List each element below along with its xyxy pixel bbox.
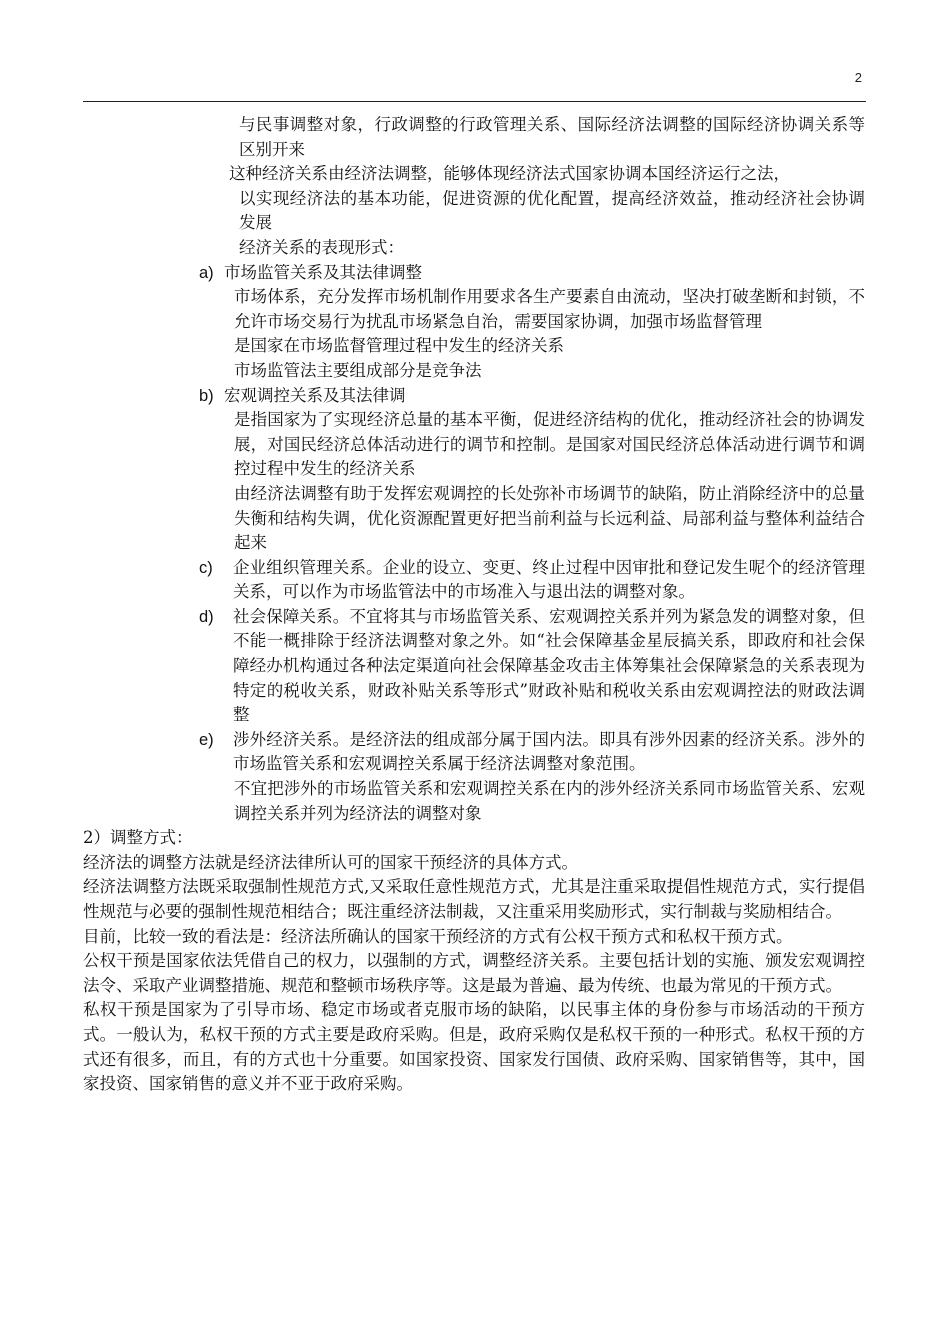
list-item-text: 企业组织管理关系。企业的设立、变更、终止过程中因审批和登记发生呢个的经济管理关系，可以作为市场监管法中的市场准入与退出法的调整对象。: [233, 557, 865, 602]
paragraph: 不宜把涉外的市场监管关系和宏观调控关系在内的涉外经济关系同市场监管关系、宏观调控关系并列为经济法的调整对象: [234, 779, 865, 823]
paragraph: 是指国家为了实现经济总量的基本平衡，促进经济结构的优化，推动经济社会的协调发展，对国民经济总体活动进行的调节和控制。是国家对国民经济总体活动进行调节和调控过程中发生的经济关系: [234, 410, 865, 479]
paragraph: 私权干预是国家为了引导市场、稳定市场或者克服市场的缺陷，以民事主体的身份参与市场活动的干预方式。一般认为，私权干预的方式主要是政府采购。但是，政府采购仅是私权干预的一种形式。私权干预的方式还有很多，而且，有的方式也十分重要。如国家投资、国家发行国债、政府采购、国家销售等，其中，国家投资、国家销售的意义并不亚于政府采购。: [83, 1000, 865, 1094]
list-item-title: 宏观调控关系及其法律调: [224, 385, 406, 405]
list-marker: e): [199, 730, 214, 749]
list-marker: b): [199, 386, 214, 405]
page-number: 2: [854, 70, 862, 85]
list-item-text: 社会保障关系。不宜将其与市场监管关系、宏观调控关系并列为紧急发的调整对象，但不能一概排除于经济法调整对象之外。如“社会保障基金星辰搞关系，即政府和社会保障经办机构通过各种法定渠道向社会保障基金攻击主体筹集社会保障紧急的关系表现为特定的税收关系，财政补贴关系等形式”财政补贴和税收关系由宏观调控法的财政法调整: [233, 606, 865, 725]
list-marker: a): [199, 263, 214, 282]
header-rule: [83, 101, 866, 102]
list-item-title: 市场监管关系及其法律调整: [224, 262, 422, 282]
paragraph: 市场监管法主要组成部分是竞争法: [234, 360, 482, 380]
section-heading: 2）调整方式：: [83, 828, 193, 848]
list-item-e: [199, 728, 865, 777]
paragraph: 经济法调整方法既采取强制性规范方式,又采取任意性规范方式，尤其是注重采取提倡性规范方式，实行提倡性规范与必要的强制性规范相结合；既注重经济法制裁，又注重采用奖励形式，实行制裁与奖励相结合。: [83, 877, 865, 921]
list-item-c: [199, 556, 865, 605]
paragraph: 经济关系的表现形式：: [239, 237, 404, 257]
document-body: [0, 113, 950, 1097]
paragraph: 目前，比较一致的看法是：经济法所确认的国家干预经济的方式有公权干预方式和私权干预方式。: [83, 926, 793, 946]
list-marker: c): [199, 558, 213, 577]
paragraph: 以实现经济法的基本功能，促进资源的优化配置，提高经济效益，推动经济社会协调发展: [239, 188, 865, 233]
list-item-b: [199, 384, 865, 409]
paragraph: 经济法的调整方法就是经济法律所认可的国家干预经济的具体方式。: [83, 852, 578, 872]
list-item-text: 涉外经济关系。是经济法的组成部分属于国内法。即具有涉外因素的经济关系。涉外的市场监管关系和宏观调控关系属于经济法调整对象范围。: [233, 729, 865, 774]
paragraph: 这种经济关系由经济法调整，能够体现经济法式国家协调本国经济运行之法，: [229, 164, 790, 184]
paragraph: 是国家在市场监督管理过程中发生的经济关系: [234, 336, 564, 356]
list-marker: d): [199, 607, 214, 626]
paragraph: 与民事调整对象，行政调整的行政管理关系、国际经济法调整的国际经济协调关系等区别开来: [239, 115, 865, 159]
list-item-d: [199, 605, 865, 728]
paragraph: 公权干预是国家依法凭借自己的权力，以强制的方式，调整经济关系。主要包括计划的实施、颁发宏观调控法令、采取产业调整措施、规范和整顿市场秩序等。这是最为普遍、最为传统、也最为常见的干预方式。: [83, 951, 865, 995]
paragraph: 由经济法调整有助于发挥宏观调控的长处弥补市场调节的缺陷，防止消除经济中的总量失衡和结构失调，优化资源配置更好把当前利益与长远利益、局部利益与整体利益结合起来: [234, 483, 865, 553]
paragraph: 市场体系，充分发挥市场机制作用要求各生产要素自由流动，坚决打破垄断和封锁，不允许市场交易行为扰乱市场紧急自治，需要国家协调，加强市场监督管理: [234, 287, 865, 331]
list-item-a: [199, 261, 865, 286]
